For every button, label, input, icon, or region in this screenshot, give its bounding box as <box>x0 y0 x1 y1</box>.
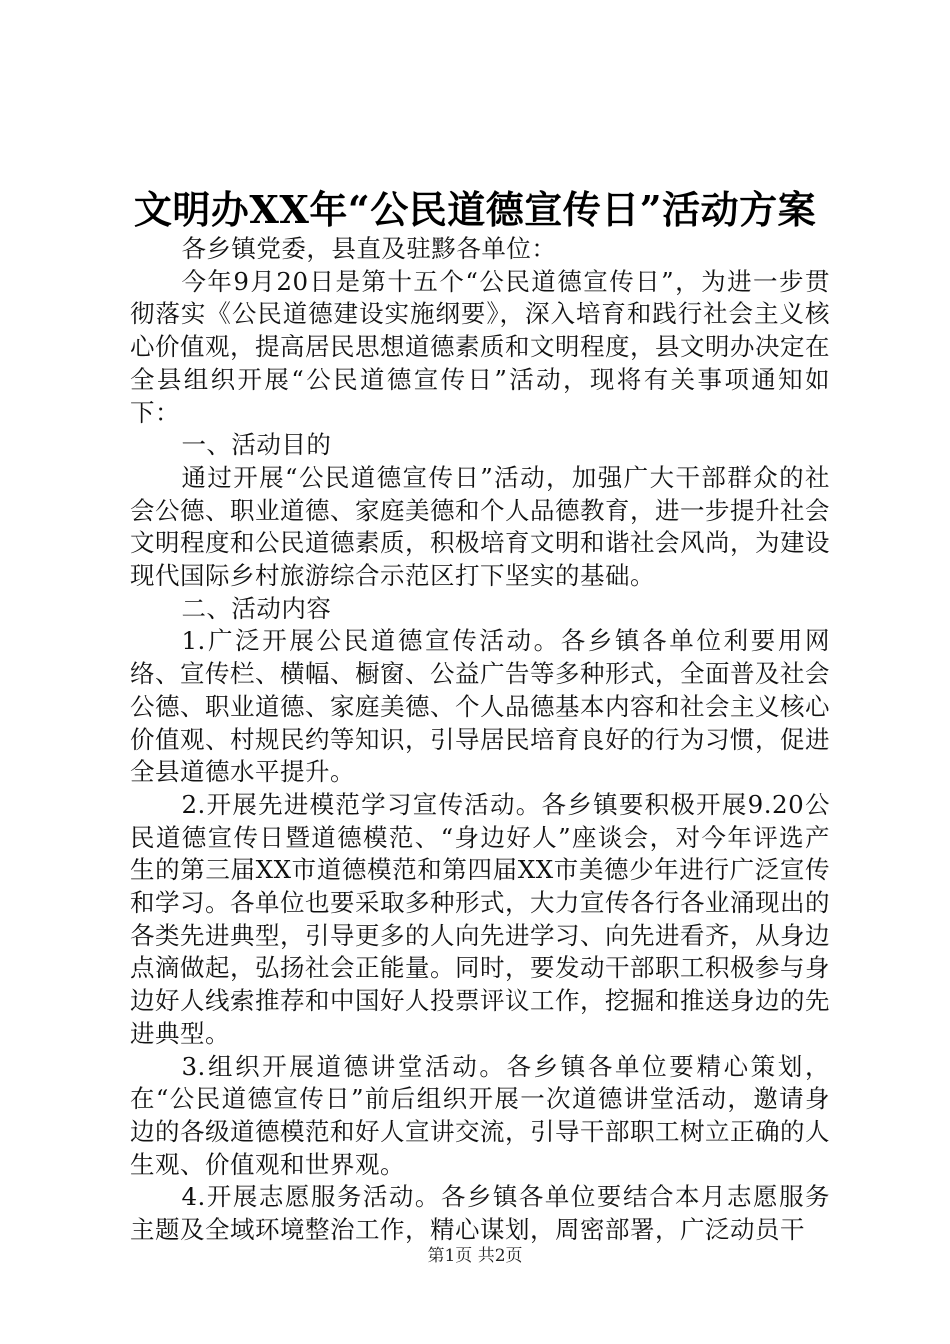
content-item-4: 4.开展志愿服务活动。各乡镇各单位要结合本月志愿服务主题及全域环境整治工作，精心谋划，周密部署，广泛动员干 <box>130 1182 830 1245</box>
section-heading-purpose: 一、活动目的 <box>181 430 332 460</box>
page-number: 第1页 共2页 <box>427 1246 523 1266</box>
content-item-3: 3.组织开展道德讲堂活动。各乡镇各单位要精心策划，在“公民道德宣传日”前后组织开展一次道德讲堂活动，邀请身边的各级道德模范和好人宣讲交流，引导干部职工树立正确的人生观、价值观和世界观。 <box>130 1051 830 1179</box>
salutation: 各乡镇党委，县直及驻黟各单位： <box>181 234 557 263</box>
document-title: 文明办XX年“公民道德宣传日”活动方案 <box>133 187 817 232</box>
section-heading-content: 二、活动内容 <box>181 593 332 623</box>
content-item-2: 2.开展先进模范学习宣传活动。各乡镇要积极开展9.20公民道德宣传日暨道德模范、“身边好人”座谈会，对今年评选产生的第三届XX市道德模范和第四届XX市美德少年进行广泛宣传和学习。各单位也要采取多种形式，大力宣传各行各业涌现出的各类先进典型，引导更多的人向先进学习、向先进看齐，从身边点滴做起，弘扬社会正能量。同时，要发动干部职工积极参与身边好人线索推荐和中国好人投票评议工作，挖掘和推送身边的先进典型。 <box>130 789 830 1048</box>
purpose-paragraph: 通过开展“公民道德宣传日”活动，加强广大干部群众的社会公德、职业道德、家庭美德和个人品德教育，进一步提升社会文明程度和公民道德素质，积极培育文明和谐社会风尚，为建设现代国际乡村旅游综合示范区打下坚实的基础。 <box>130 462 830 591</box>
content-item-1: 1.广泛开展公民道德宣传活动。各乡镇各单位利要用网络、宣传栏、横幅、橱窗、公益广告等多种形式，全面普及社会公德、职业道德、家庭美德、个人品德基本内容和社会主义核心价值观、村规民约等知识，引导居民培育良好的行为习惯，促进全县道德水平提升。 <box>130 626 830 787</box>
intro-paragraph: 今年9月20日是第十五个“公民道德宣传日”，为进一步贯彻落实《公民道德建设实施纲要》，深入培育和践行社会主义核心价值观，提高居民思想道德素质和文明程度，县文明办决定在全县组织开展“公民道德宣传日”活动，现将有关事项通知如下： <box>130 266 830 427</box>
document-body <box>130 233 830 1247</box>
